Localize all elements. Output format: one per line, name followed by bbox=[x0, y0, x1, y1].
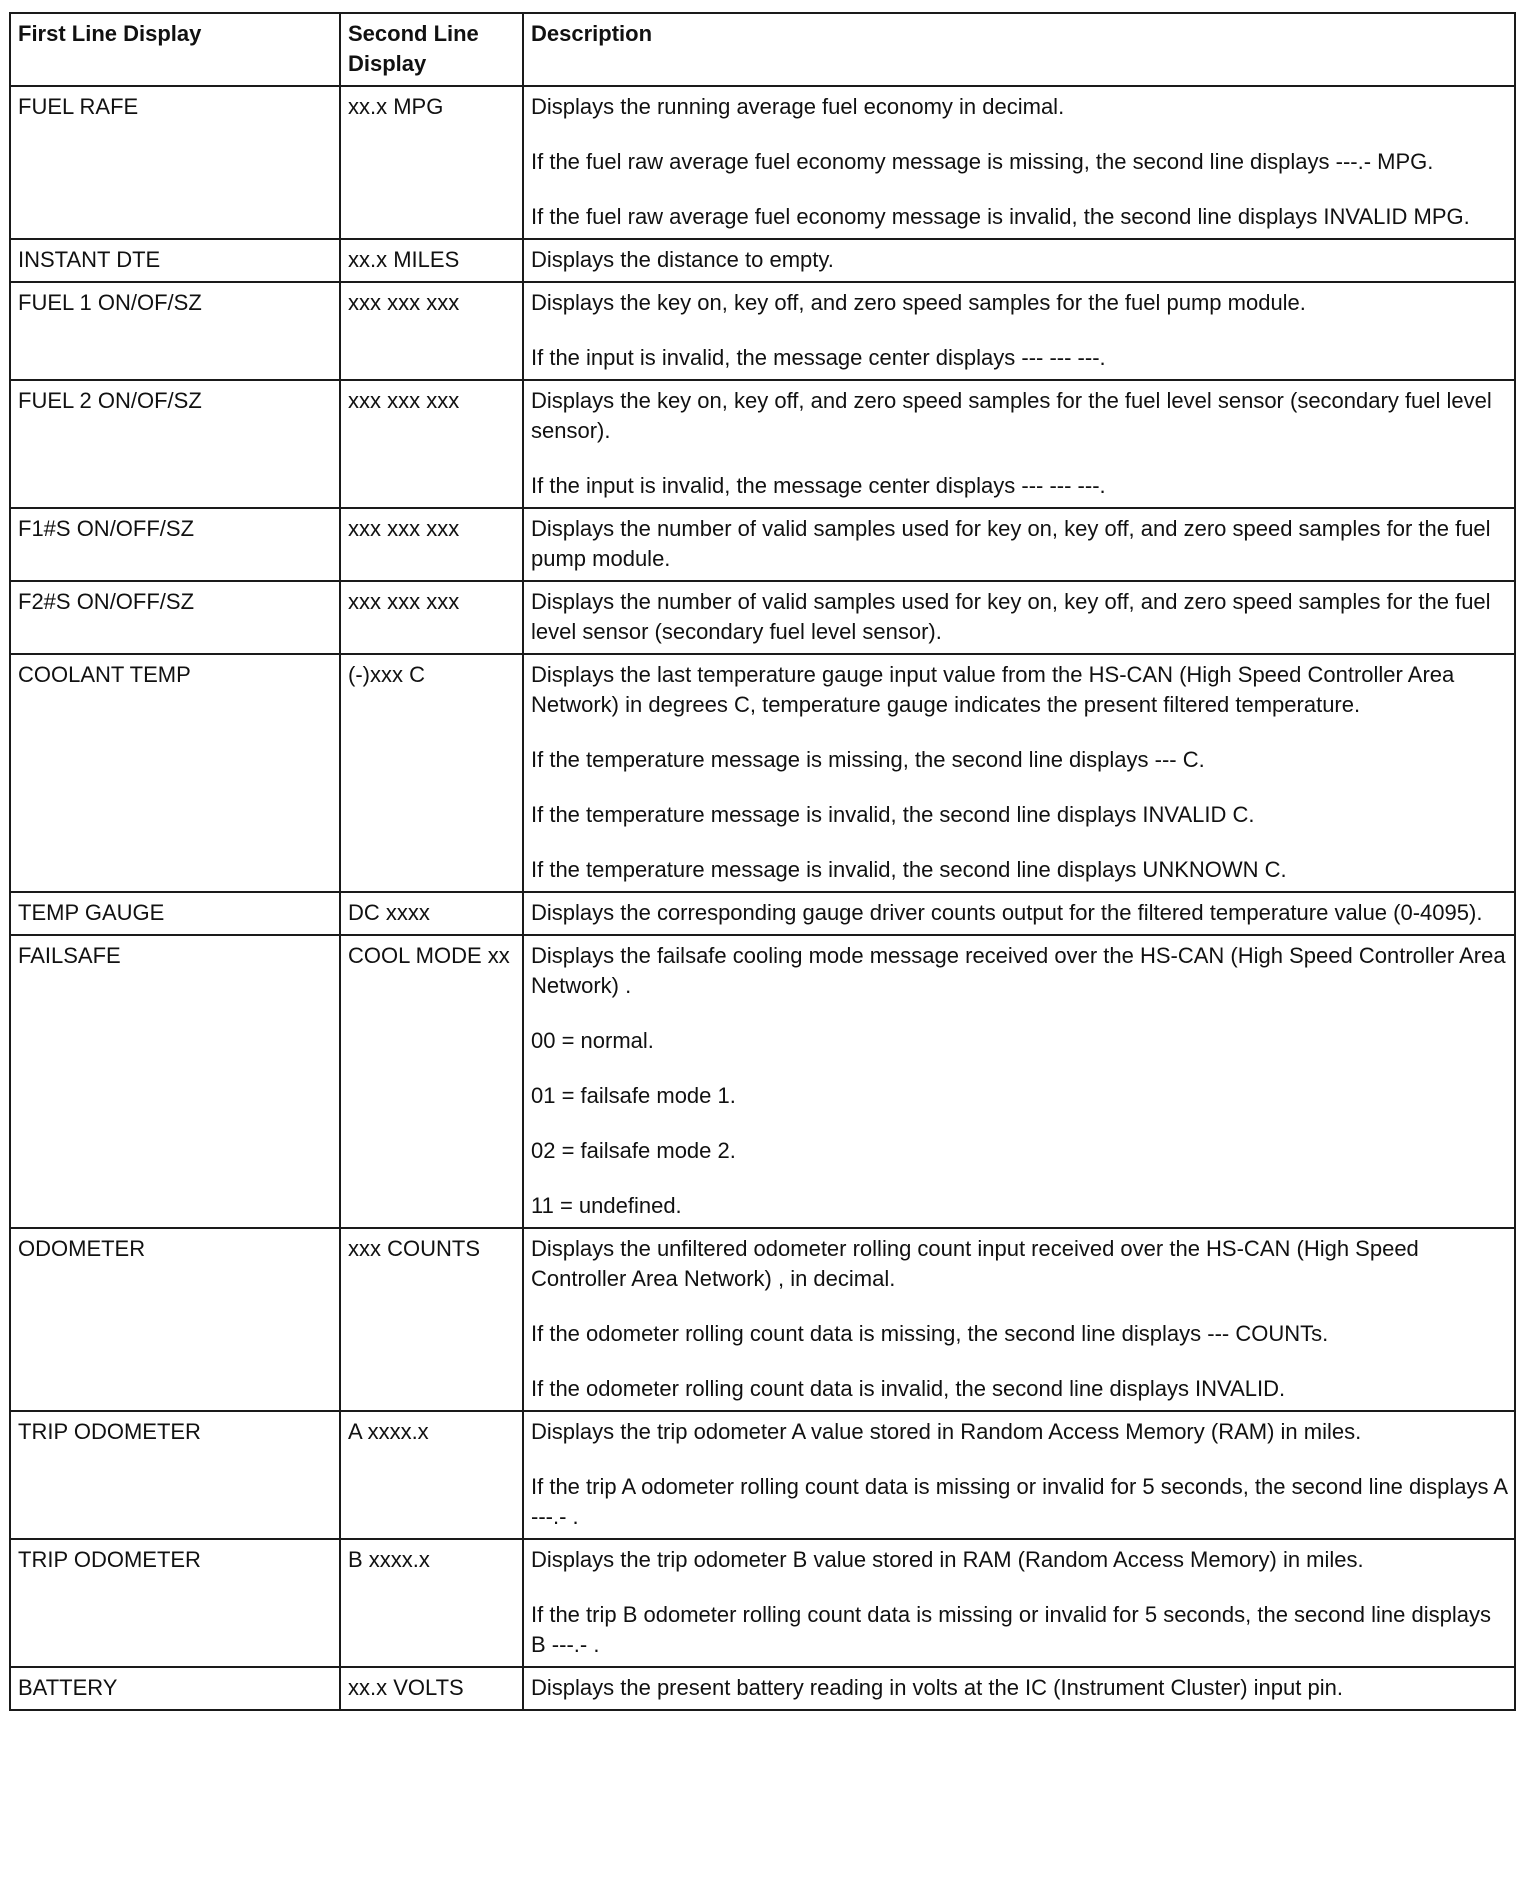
description-paragraph: If the trip B odometer rolling count data is missing or invalid for 5 seconds, the second line displays B ---.- . bbox=[531, 1602, 1491, 1657]
description-paragraph: 01 = failsafe mode 1. bbox=[531, 1083, 736, 1108]
description-paragraph: If the fuel raw average fuel economy message is invalid, the second line displays INVALID MPG. bbox=[531, 204, 1470, 229]
first-line-display-cell: TEMP GAUGE bbox=[10, 892, 340, 935]
description-paragraph: If the temperature message is invalid, the second line displays UNKNOWN C. bbox=[531, 857, 1287, 882]
table-row bbox=[10, 1228, 1515, 1411]
table-row bbox=[10, 1539, 1515, 1667]
second-line-display-cell: xx.x MPG bbox=[340, 86, 523, 239]
description-cell bbox=[523, 380, 1515, 508]
table-row bbox=[10, 935, 1515, 1228]
description-paragraph: Displays the present battery reading in volts at the IC (Instrument Cluster) input pin. bbox=[531, 1675, 1343, 1700]
table-row bbox=[10, 581, 1515, 654]
header-second-line-display: Second Line Display bbox=[340, 13, 523, 86]
table-body bbox=[10, 86, 1515, 1710]
second-line-display-cell: xxx xxx xxx bbox=[340, 380, 523, 508]
description-paragraph: If the trip A odometer rolling count data is missing or invalid for 5 seconds, the second line displays A ---.- . bbox=[531, 1474, 1507, 1529]
first-line-display-cell: TRIP ODOMETER bbox=[10, 1411, 340, 1539]
description-cell bbox=[523, 892, 1515, 935]
first-line-display-cell: FUEL RAFE bbox=[10, 86, 340, 239]
table-row bbox=[10, 508, 1515, 581]
second-line-display-cell: xx.x MILES bbox=[340, 239, 523, 282]
table-header bbox=[10, 13, 1515, 86]
description-paragraph: Displays the key on, key off, and zero speed samples for the fuel pump module. bbox=[531, 290, 1306, 315]
header-first-line-display: First Line Display bbox=[10, 13, 340, 86]
header-row bbox=[10, 13, 1515, 86]
table-row bbox=[10, 1667, 1515, 1710]
description-paragraph: Displays the corresponding gauge driver counts output for the filtered temperature value (0-4095). bbox=[531, 900, 1483, 925]
first-line-display-cell: F2#S ON/OFF/SZ bbox=[10, 581, 340, 654]
description-paragraph: Displays the running average fuel economy in decimal. bbox=[531, 94, 1065, 119]
description-paragraph: Displays the last temperature gauge input value from the HS-CAN (High Speed Controller Area Network) in degrees C, temperature gauge indicates the present filtered temperature. bbox=[531, 662, 1455, 717]
first-line-display-cell: FUEL 1 ON/OF/SZ bbox=[10, 282, 340, 380]
description-paragraph: Displays the trip odometer B value stored in RAM (Random Access Memory) in miles. bbox=[531, 1547, 1364, 1572]
table-row bbox=[10, 86, 1515, 239]
description-cell bbox=[523, 1411, 1515, 1539]
header-description: Description bbox=[523, 13, 1515, 86]
description-cell bbox=[523, 935, 1515, 1228]
description-paragraph: Displays the failsafe cooling mode message received over the HS-CAN (High Speed Controller Area Network) . bbox=[531, 943, 1506, 998]
description-paragraph: Displays the distance to empty. bbox=[531, 247, 834, 272]
description-paragraph: 00 = normal. bbox=[531, 1028, 654, 1053]
table-row bbox=[10, 380, 1515, 508]
table-row bbox=[10, 282, 1515, 380]
second-line-display-cell: xxx COUNTS bbox=[340, 1228, 523, 1411]
second-line-display-cell: xx.x VOLTS bbox=[340, 1667, 523, 1710]
description-paragraph: If the temperature message is invalid, the second line displays INVALID C. bbox=[531, 802, 1255, 827]
description-paragraph: If the temperature message is missing, the second line displays --- C. bbox=[531, 747, 1205, 772]
description-paragraph: Displays the key on, key off, and zero speed samples for the fuel level sensor (secondary fuel level sensor). bbox=[531, 388, 1492, 443]
table-row bbox=[10, 892, 1515, 935]
description-cell bbox=[523, 508, 1515, 581]
description-paragraph: Displays the number of valid samples used for key on, key off, and zero speed samples for the fuel pump module. bbox=[531, 516, 1491, 571]
second-line-display-cell: xxx xxx xxx bbox=[340, 508, 523, 581]
description-cell bbox=[523, 239, 1515, 282]
second-line-display-cell: A xxxx.x bbox=[340, 1411, 523, 1539]
table-row bbox=[10, 1411, 1515, 1539]
description-paragraph: If the input is invalid, the message center displays --- --- ---. bbox=[531, 345, 1106, 370]
table-row bbox=[10, 654, 1515, 892]
description-paragraph: Displays the trip odometer A value stored in Random Access Memory (RAM) in miles. bbox=[531, 1419, 1362, 1444]
first-line-display-cell: FAILSAFE bbox=[10, 935, 340, 1228]
description-paragraph: If the odometer rolling count data is invalid, the second line displays INVALID. bbox=[531, 1376, 1286, 1401]
description-paragraph: 11 = undefined. bbox=[531, 1193, 682, 1218]
second-line-display-cell: xxx xxx xxx bbox=[340, 581, 523, 654]
description-paragraph: If the fuel raw average fuel economy message is missing, the second line displays ---.- MPG. bbox=[531, 149, 1434, 174]
first-line-display-cell: INSTANT DTE bbox=[10, 239, 340, 282]
description-cell bbox=[523, 1228, 1515, 1411]
first-line-display-cell: ODOMETER bbox=[10, 1228, 340, 1411]
first-line-display-cell: BATTERY bbox=[10, 1667, 340, 1710]
second-line-display-cell: DC xxxx bbox=[340, 892, 523, 935]
description-paragraph: If the input is invalid, the message center displays --- --- ---. bbox=[531, 473, 1106, 498]
description-paragraph: Displays the number of valid samples used for key on, key off, and zero speed samples for the fuel level sensor (secondary fuel level sensor). bbox=[531, 589, 1491, 644]
description-paragraph: Displays the unfiltered odometer rolling count input received over the HS-CAN (High Speed Controller Area Network) , in decimal. bbox=[531, 1236, 1419, 1291]
description-cell bbox=[523, 282, 1515, 380]
description-cell bbox=[523, 581, 1515, 654]
first-line-display-cell: FUEL 2 ON/OF/SZ bbox=[10, 380, 340, 508]
first-line-display-cell: F1#S ON/OFF/SZ bbox=[10, 508, 340, 581]
description-cell bbox=[523, 654, 1515, 892]
diagnostic-display-table bbox=[9, 12, 1516, 1711]
description-cell bbox=[523, 1667, 1515, 1710]
second-line-display-cell: COOL MODE xx bbox=[340, 935, 523, 1228]
first-line-display-cell: COOLANT TEMP bbox=[10, 654, 340, 892]
description-cell bbox=[523, 1539, 1515, 1667]
description-paragraph: If the odometer rolling count data is missing, the second line displays --- COUNTs. bbox=[531, 1321, 1329, 1346]
table-row bbox=[10, 239, 1515, 282]
second-line-display-cell: (-)xxx C bbox=[340, 654, 523, 892]
description-paragraph: 02 = failsafe mode 2. bbox=[531, 1138, 736, 1163]
description-cell bbox=[523, 86, 1515, 239]
second-line-display-cell: xxx xxx xxx bbox=[340, 282, 523, 380]
second-line-display-cell: B xxxx.x bbox=[340, 1539, 523, 1667]
first-line-display-cell: TRIP ODOMETER bbox=[10, 1539, 340, 1667]
